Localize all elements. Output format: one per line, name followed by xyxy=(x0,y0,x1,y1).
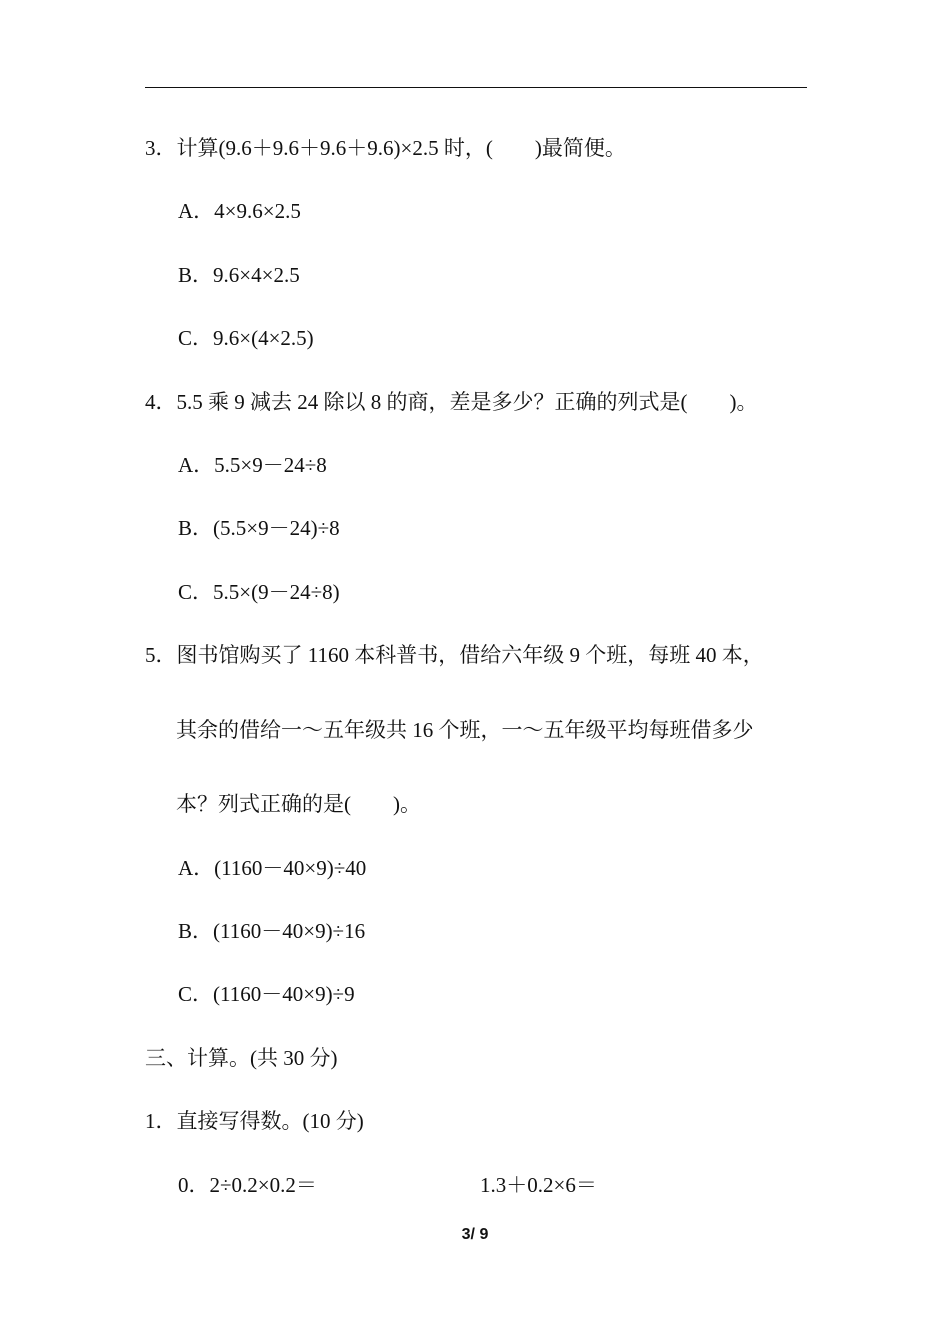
page-number: 3/ 9 xyxy=(461,1226,489,1243)
question-5-option-a: A．(1160－40×9)÷40 xyxy=(178,856,367,880)
calc-item-1: 0．2÷0.2×0.2＝ xyxy=(178,1173,317,1197)
section-heading: 三、计算。(共 30 分) xyxy=(145,1046,338,1070)
question-4-stem: 4．5.5 乘 9 减去 24 除以 8 的商，差是多少？正确的列式是( )。 xyxy=(145,390,758,414)
question-3-option-c: C．9.6×(4×2.5) xyxy=(178,326,314,350)
question-4-option-a: A．5.5×9－24÷8 xyxy=(178,453,327,477)
question-5-option-c: C．(1160－40×9)÷9 xyxy=(178,982,355,1006)
section-subheading: 1．直接写得数。(10 分) xyxy=(145,1109,364,1133)
header-rule xyxy=(145,87,807,88)
question-3-stem: 3．计算(9.6＋9.6＋9.6＋9.6)×2.5 时，( )最简便。 xyxy=(145,136,626,160)
calc-item-2: 1.3＋0.2×6＝ xyxy=(480,1173,597,1197)
question-5-option-b: B．(1160－40×9)÷16 xyxy=(178,919,366,943)
question-3-option-b: B．9.6×4×2.5 xyxy=(178,263,300,287)
question-5-stem-line-2: 其余的借给一～五年级共 16 个班，一～五年级平均每班借多少 xyxy=(176,718,754,742)
question-4-option-c: C．5.5×(9－24÷8) xyxy=(178,580,340,604)
question-5-stem-line-1: 5．图书馆购买了 1160 本科普书，借给六年级 9 个班，每班 40 本， xyxy=(145,643,764,667)
question-4-option-b: B．(5.5×9－24)÷8 xyxy=(178,516,340,540)
question-3-option-a: A．4×9.6×2.5 xyxy=(178,199,301,223)
question-5-stem-line-3: 本？列式正确的是( )。 xyxy=(176,792,421,816)
